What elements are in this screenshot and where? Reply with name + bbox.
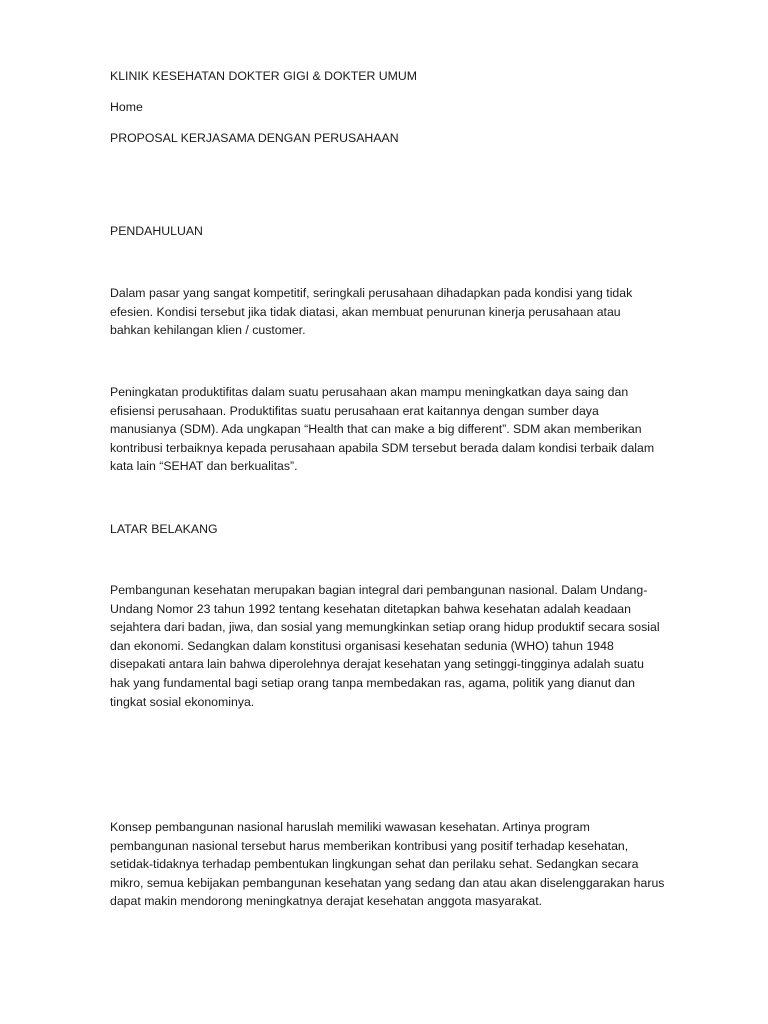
paragraph-line: manusianya (SDM). Ada ungkapan “Health that can make a big different”. SDM akan memberikan bbox=[110, 422, 642, 437]
paragraph-line: Pembangunan kesehatan merupakan bagian integral dari pembangunan nasional. Dalam Undang- bbox=[110, 583, 648, 597]
paragraph-line: Dalam pasar yang sangat kompetitif, seringkali perusahaan dihadapkan pada kondisi yang tidak bbox=[110, 286, 633, 300]
paragraph-line: mikro, semua kebijakan pembangunan kesehatan yang sedang dan atau akan diselenggarakan harus bbox=[110, 875, 665, 890]
paragraph-line: sejahtera dari badan, jiwa, dan sosial yang memungkinkan setiap orang hidup produktif secara sosial bbox=[110, 620, 660, 635]
paragraph-line: setidak-tidaknya terhadap pembentukan lingkungan sehat dan perilaku sehat. Sedangkan secara bbox=[110, 857, 639, 872]
section-heading-pendahuluan: PENDAHULUAN bbox=[110, 224, 203, 238]
paragraph-line: efesien. Kondisi tersebut jika tidak diatasi, akan membuat penurunan kinerja perusahaan atau bbox=[110, 304, 621, 319]
home-link[interactable]: Home bbox=[110, 100, 143, 114]
paragraph-line: efisiensi perusahaan. Produktifitas suatu perusahaan erat kaitannya dengan sumber daya bbox=[110, 403, 599, 418]
paragraph-line: pembangunan nasional tersebut harus memberikan kontribusi yang positif terhadap kesehatan, bbox=[110, 838, 629, 853]
paragraph-line: dapat makin mendorong meningkatnya derajat kesehatan anggota masyarakat. bbox=[110, 894, 543, 909]
clinic-title: KLINIK KESEHATAN DOKTER GIGI & DOKTER UMUM bbox=[110, 69, 418, 83]
paragraph-line: Undang Nomor 23 tahun 1992 tentang kesehatan ditetapkan bahwa kesehatan adalah keadaan bbox=[110, 601, 631, 616]
paragraph-line: disepakati antara lain bahwa diperolehnya derajat kesehatan yang setinggi-tingginya adalah suatu bbox=[110, 657, 644, 672]
paragraph-line: hak yang fundamental bagi setiap orang tanpa membedakan ras, agama, politik yang dianut dan bbox=[110, 676, 636, 690]
paragraph-line: bahkan kehilangan klien / customer. bbox=[110, 323, 306, 338]
paragraph-line: Peningkatan produktifitas dalam suatu perusahaan akan mampu meningkatkan daya saing dan bbox=[110, 385, 629, 399]
paragraph-line: kata lain “SEHAT dan berkualitas”. bbox=[110, 459, 298, 474]
proposal-title: PROPOSAL KERJASAMA DENGAN PERUSAHAAN bbox=[110, 131, 399, 145]
paragraph-line: dan ekonomi. Sedangkan dalam konstitusi organisasi kesehatan sedunia (WHO) tahun 1948 bbox=[110, 638, 614, 653]
paragraph-line: Konsep pembangunan nasional haruslah memiliki wawasan kesehatan. Artinya program bbox=[110, 820, 590, 834]
paragraph-line: tingkat sosial ekonominya. bbox=[110, 694, 255, 709]
section-heading-latar-belakang: LATAR BELAKANG bbox=[110, 522, 218, 536]
paragraph-line: kontribusi terbaiknya kepada perusahaan apabila SDM tersebut berada dalam kondisi terbaik dalam bbox=[110, 440, 655, 455]
